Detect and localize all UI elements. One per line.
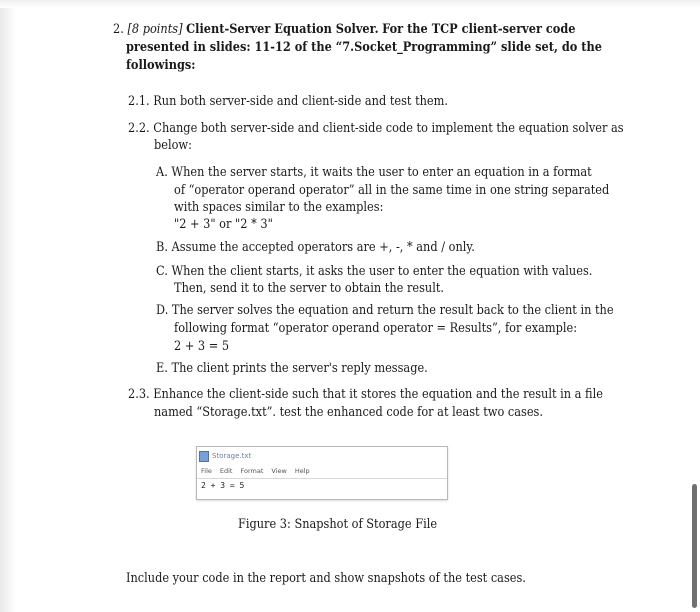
item-e	[156, 360, 428, 377]
subquestion-text: Change both server-side and client-side code to implement the equation solver as	[153, 121, 624, 136]
notepad-menubar	[201, 467, 310, 475]
item-d-line2: following format “operator operand operator = Results”, for example:	[174, 321, 578, 336]
notepad-menu-format: Format	[240, 467, 264, 475]
notepad-menu-file: File	[201, 467, 212, 475]
item-text: When the client starts, it asks the user to enter the equation with values.	[171, 264, 593, 279]
item-label: C.	[156, 264, 168, 279]
subquestion-2-2	[128, 120, 624, 137]
item-text: Assume the accepted operators are +, -, * and / only.	[171, 240, 475, 255]
subquestion-text: Enhance the client-side such that it stores the equation and the result in a file	[153, 387, 603, 402]
item-label: B.	[156, 240, 168, 255]
item-text: When the server starts, it waits the user to enter an equation in a format	[171, 165, 592, 180]
subquestion-number: 2.1.	[128, 94, 150, 109]
page-shadow-left	[0, 0, 16, 612]
notepad-menu-edit: Edit	[219, 467, 233, 475]
notepad-screenshot	[196, 446, 448, 500]
subquestion-number: 2.3.	[128, 387, 150, 402]
question-intro-line2: presented in slides: 11-12 of the “7.Socket_Programming” slide set, do the	[126, 40, 602, 55]
subquestion-2-1	[128, 93, 448, 110]
item-a-line2: of “operator operand operator” all in the same time in one string separated	[174, 183, 610, 198]
item-c	[156, 263, 592, 280]
item-label: A.	[156, 165, 168, 180]
footer-instruction: Include your code in the report and show snapshots of the test cases.	[126, 571, 526, 586]
subquestion-2-3-line2: named “Storage.txt”. test the enhanced code for at least two cases.	[154, 405, 543, 420]
notepad-icon	[199, 451, 209, 462]
item-label: D.	[156, 303, 169, 318]
item-d	[156, 302, 614, 319]
subquestion-text: Run both server-side and client-side and test them.	[153, 94, 449, 109]
question-intro: For the TCP client-server code	[382, 22, 576, 37]
item-b	[156, 239, 475, 256]
question-header	[113, 21, 576, 38]
notepad-titlebar	[199, 451, 251, 461]
notepad-content: 2 + 3 = 5	[201, 481, 245, 490]
notepad-title: Storage.txt	[212, 452, 252, 460]
figure-caption: Figure 3: Snapshot of Storage File	[238, 517, 438, 532]
notepad-menu-help: Help	[294, 467, 310, 475]
item-a-example: "2 + 3" or "2 * 3"	[174, 217, 273, 232]
item-c-line2: Then, send it to the server to obtain the result.	[174, 281, 445, 296]
subquestion-2-3	[128, 386, 603, 403]
question-number: 2.	[113, 22, 124, 37]
notepad-divider	[197, 478, 447, 479]
scrollbar-thumb[interactable]	[692, 484, 697, 608]
page-shadow-top	[0, 0, 700, 8]
question-points: [8 points]	[127, 22, 183, 37]
item-label: E.	[156, 361, 168, 376]
subquestion-2-2-line2: below:	[154, 138, 192, 153]
item-a-line3: with spaces similar to the examples:	[174, 200, 384, 215]
question-title: Client-Server Equation Solver.	[186, 22, 379, 37]
item-a	[156, 164, 592, 181]
item-text: The server solves the equation and return the result back to the client in the	[171, 303, 614, 318]
subquestion-number: 2.2.	[128, 121, 150, 136]
question-intro-line3: followings:	[126, 58, 196, 73]
item-d-example: 2 + 3 = 5	[174, 339, 230, 354]
item-text: The client prints the server's reply message.	[171, 361, 428, 376]
notepad-menu-view: View	[271, 467, 287, 475]
